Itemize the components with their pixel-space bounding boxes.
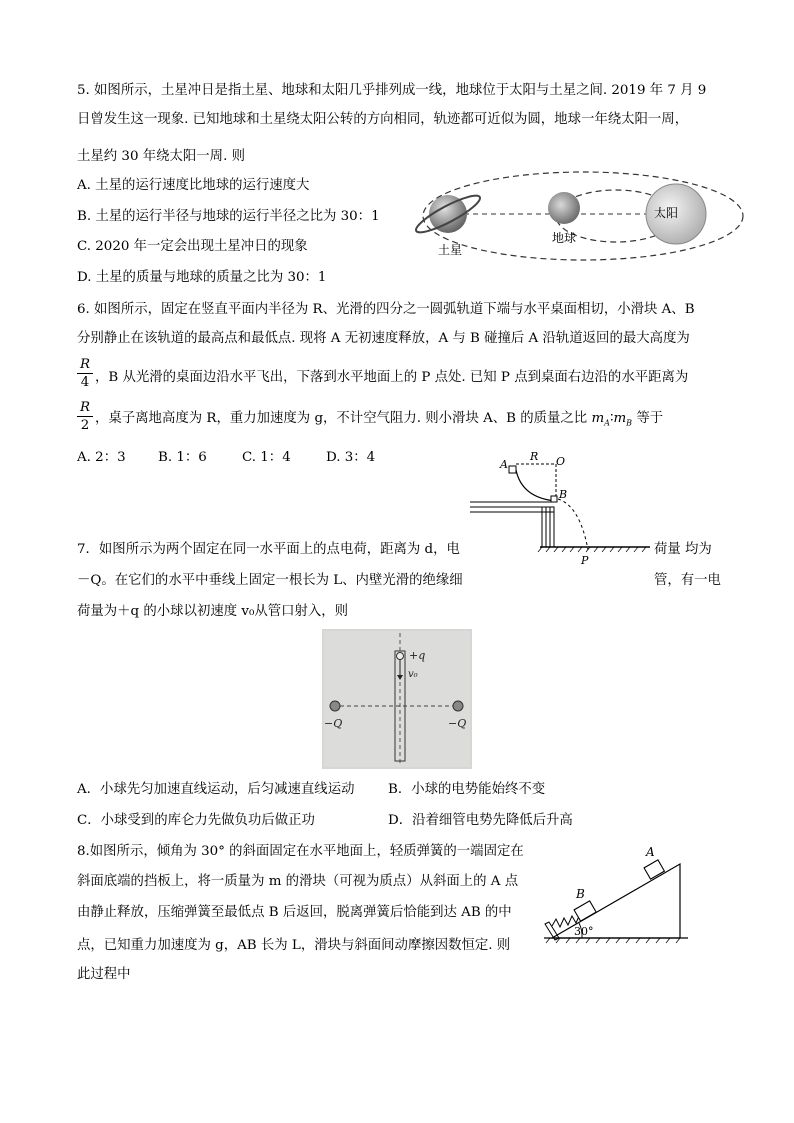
- q8-stem-line-3: 由静止释放，压缩弹簧至最低点 B 后返回，脱离弹簧后恰能到达 AB 的中: [77, 905, 512, 920]
- q6-option-d: D. 3：4: [326, 450, 376, 465]
- fraction-numerator: R: [79, 400, 91, 415]
- q6-option-a: A. 2：3: [77, 450, 126, 465]
- fraction-denominator: 4: [80, 375, 90, 390]
- saturn-label: 土星: [438, 243, 463, 257]
- q7-option-c: C．小球受到的库仑力先做负功后做正功: [77, 813, 315, 828]
- q8-stem-line-2: 斜面底端的挡板上，将一质量为 m 的滑块（可视为质点）从斜面上的 A 点: [77, 874, 519, 889]
- fraction-denominator: 2: [80, 418, 90, 433]
- saturn-icon: [412, 190, 483, 238]
- label-v0: v₀: [408, 669, 418, 680]
- q5-option-b: B. 土星的运行半径与地球的运行半径之比为 30：1: [77, 209, 380, 224]
- ball-icon: [397, 653, 404, 660]
- fraction-r-over-2: [77, 400, 93, 433]
- q5-orbit-figure: [408, 168, 690, 268]
- q7-stem-line-2b: 管，有一电: [654, 573, 721, 588]
- q7-stem-line-2a: －Q。在它们的水平中垂线上固定一根长为 L、内壁光滑的绝缘细: [77, 573, 463, 588]
- fraction-r-over-4: [77, 357, 93, 390]
- q5-stem-line-2: 日曾发生这一现象. 已知地球和土星绕太阳公转的方向相同，轨迹都可近似为圆，地球一年绕太阳一周，: [77, 112, 689, 127]
- q7-stem-line-1b: 荷量 均为: [654, 542, 712, 557]
- q8-stem-line-1: 8.如图所示，倾角为 30° 的斜面固定在水平地面上，轻质弹簧的一端固定在: [77, 844, 524, 859]
- q6-option-c: C. 1：4: [242, 450, 291, 465]
- q6-stem-text: ，桌子离地高度为 R，重力加速度为 g，不计空气阻力. 则小滑块 A、B 的质量之比: [95, 411, 588, 426]
- label-b: B: [559, 488, 568, 501]
- q8-stem-line-4: 点，已知重力加速度为 g，AB 长为 L，滑块与斜面间动摩擦因数恒定. 则: [77, 938, 511, 953]
- mass-ratio: $m_A∶m_B$: [591, 411, 633, 428]
- charge-right-icon: [453, 701, 463, 711]
- q7-option-b: B．小球的电势能始终不变: [388, 782, 546, 797]
- q5-option-a: A. 土星的运行速度比地球的运行速度大: [77, 178, 310, 193]
- q7-option-a: A．小球先匀加速直线运动，后匀减速直线运动: [77, 782, 355, 797]
- q6-stem-ending: 等于: [636, 411, 664, 426]
- label-r: R: [530, 450, 539, 463]
- earth-icon: [548, 192, 580, 224]
- label-neg-q-right: −Q: [448, 717, 467, 730]
- angle-label: 30°: [574, 925, 594, 938]
- label-a: A: [500, 458, 508, 471]
- q6-option-b: B. 1：6: [158, 450, 207, 465]
- label-a: A: [646, 845, 655, 859]
- q5-option-d: D. 土星的质量与地球的质量之比为 30：1: [77, 270, 327, 285]
- label-o: O: [556, 455, 566, 468]
- q5-stem-line-1: 5. 如图所示，土星冲日是指土星、地球和太阳几乎排列成一线，地球位于太阳与土星之间. 2019 年 7 月 9: [77, 83, 707, 98]
- block-b-icon: [574, 901, 596, 921]
- block-a-icon: [644, 860, 664, 879]
- charge-left-icon: [330, 701, 340, 711]
- earth-label: 地球: [552, 231, 577, 245]
- q6-stem-line-4: [95, 410, 663, 433]
- q7-stem-line-3: 荷量为＋q 的小球以初速度 v₀从管口射入，则: [77, 604, 349, 619]
- q6-stem-line-1: 6. 如图所示，固定在竖直平面内半径为 R、光滑的四分之一圆弧轨道下端与水平桌面相切，小滑块 A、B: [77, 302, 695, 317]
- label-b: B: [576, 887, 585, 901]
- fraction-numerator: R: [79, 357, 91, 372]
- q7-option-d: D．沿着细管电势先降低后升高: [388, 813, 573, 828]
- q6-stem-line-2: 分别静止在该轨道的最高点和最低点. 现将 A 无初速度释放，A 与 B 碰撞后 A 沿轨道返回的最大高度为: [77, 331, 690, 346]
- q5-stem-line-3: 土星约 30 年绕太阳一周. 则: [77, 149, 245, 164]
- q7-charges-photo: [322, 629, 472, 769]
- sun-label: 太阳: [654, 206, 679, 220]
- label-p: P: [581, 554, 589, 567]
- q6-stem-line-3: ，B 从光滑的桌面边沿水平飞出，下落到水平地面上的 P 点处. 已知 P 点到桌面右边沿的水平距离为: [95, 370, 689, 385]
- label-neg-q-left: −Q: [324, 717, 343, 730]
- q7-stem-line-1a: 7．如图所示为两个固定在同一水平面上的点电荷，距离为 d，电: [77, 542, 460, 557]
- q8-incline-figure: [536, 842, 696, 946]
- label-plus-q: +q: [409, 649, 426, 662]
- q8-stem-line-5: 此过程中: [77, 967, 131, 982]
- q5-option-c: C. 2020 年一定会出现土星冲日的现象: [77, 239, 308, 254]
